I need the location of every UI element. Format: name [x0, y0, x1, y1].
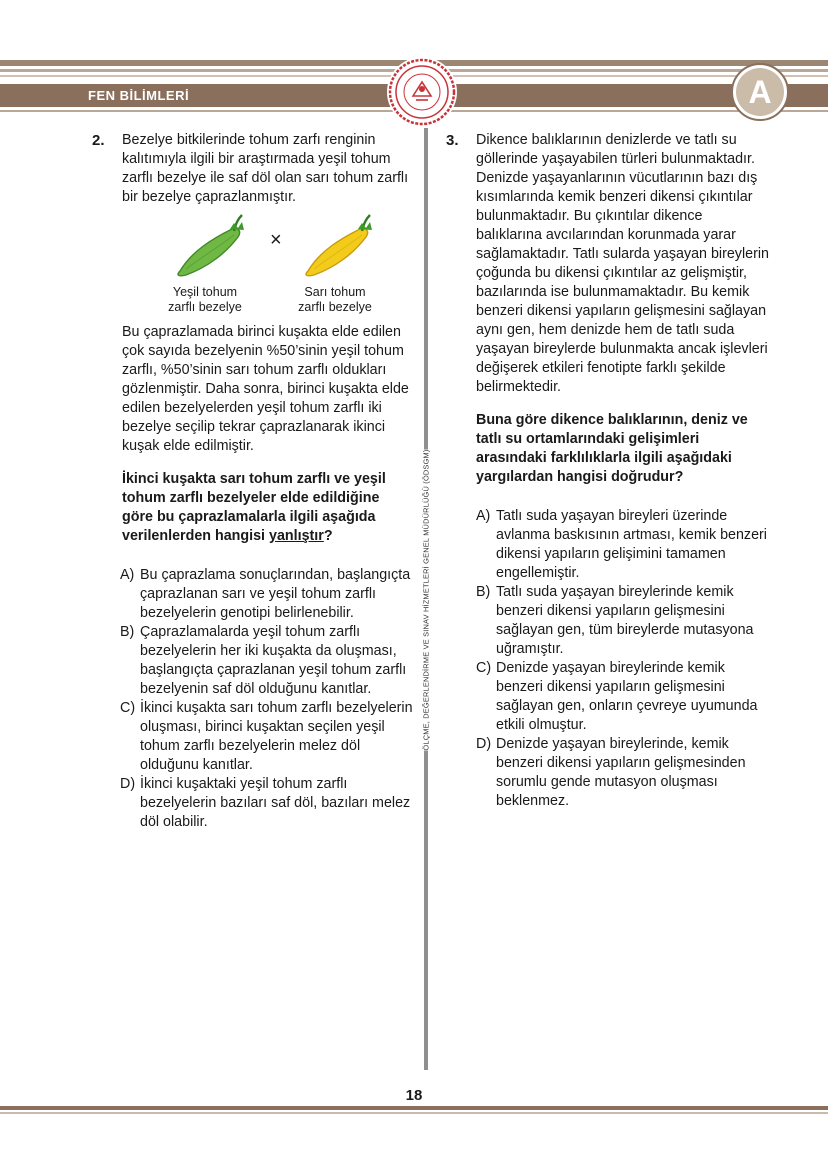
- footer-rule: [0, 1106, 828, 1110]
- question-number: 2.: [92, 132, 105, 149]
- page-number: 18: [405, 1087, 423, 1104]
- yellow-pea-caption: Sarı tohum zarflı bezelye: [298, 285, 372, 314]
- option-b[interactable]: B) Çaprazlamalarda yeşil tohum zarflı bezelyelerin her iki kuşakta da oluşması, başlangıçta çaprazlanan yeşil tohum zarflı bezelyenin saf döl olduğunu kanıtlar.: [120, 624, 407, 697]
- booklet-type-badge: [730, 62, 790, 122]
- cross-symbol: ×: [270, 229, 282, 251]
- option-d[interactable]: D) Denizde yaşayan bireylerinde, kemik benzeri dikensi yapıların gelişmesinden sorumlu gende mutasyon oluşması beklenmez.: [476, 736, 746, 809]
- yellow-pea-pod-icon: [300, 211, 380, 277]
- ministry-seal-icon: [386, 56, 458, 128]
- question-2: [92, 131, 414, 832]
- question-number: 3.: [446, 132, 459, 149]
- option-a[interactable]: A) Tatlı suda yaşayan bireyleri üzerinde avlanma baskısının artması, kemik benzeri dikensi yapıların gelişimini tamamen engellemiştir.: [476, 508, 767, 581]
- option-b[interactable]: B) Tatlı suda yaşayan bireylerinde kemik benzeri dikensi yapıların gelişmesini sağlayan gen, tüm bireylerde mutasyona uğramıştır.: [476, 584, 754, 657]
- option-a[interactable]: A) Bu çaprazlama sonuçlarından, başlangıçta çaprazlanan sarı ve yeşil tohum zarflı bezelyelerin genotipi belirlenebilir.: [120, 567, 411, 621]
- underlined-keyword: yanlıştır: [269, 528, 324, 544]
- option-c[interactable]: C) Denizde yaşayan bireylerinde kemik benzeri dikensi yapıların gelişmesini sağlayan gen, onların çevreye uyumunda etkili olmuştur.: [476, 660, 758, 733]
- answer-options: [476, 507, 772, 811]
- green-pea-caption: Yeşil tohum zarflı bezelye: [168, 285, 242, 314]
- green-pea-pod-icon: [172, 211, 252, 277]
- booklet-letter: A: [748, 74, 772, 110]
- question-3: [446, 131, 772, 811]
- answer-options: [122, 566, 414, 832]
- question-text: Bu çaprazlamada birinci kuşakta elde edilen çok sayıda bezelyenin %50’sinin yeşil tohum zarflı, %50’sinin sarı tohum zarflı oldukları gözlenmiştir. Daha sonra, birinci kuşakta elde edilen bezelyelerden yeşil tohum zarflı iki bezelye seçilip tekrar çaprazlanarak ikinci kuşak elde edilmiştir.: [122, 324, 409, 454]
- option-d[interactable]: D) İkinci kuşaktaki yeşil tohum zarflı bezelyelerin bazıları saf döl, bazıları melez döl olabilir.: [120, 776, 411, 830]
- question-intro: Dikence balıklarının denizlerde ve tatlı su göllerinde yaşayabilen türleri bulunmaktadır. Denizde yaşayanlarının vücutlarının bazı dış kısımlarında kemik benzeri dikensi çıkıntılar bulunmaktadır. Bu çıkıntılar dikence balıklarına avcılarından korunmada yarar sağlamaktadır. Tatlı sularda yaşayan bireylerin çoğunda bu dikensi çıkıntılar az gelişmiştir, bazılarında ise bulunmamaktadır. Bu kemik benzeri dikensi yapıların gelişmesini sağlayan aynı gen, hem denizde hem de tatlı suda yaşayan bireylerde bulunmakta ancak işlevleri değişerek etkileri fenotipte farklı şekilde belirmektedir.: [476, 132, 769, 395]
- question-stem: Buna göre dikence balıklarının, deniz ve tatlı su ortamlarındaki gelişimleri arasındaki farklılıklarla ilgili aşağıdaki yargılardan hangisi doğrudur?: [476, 412, 748, 485]
- question-intro: Bezelye bitkilerinde tohum zarfı renginin kalıtımıyla ilgili bir araştırmada yeşil tohum zarflı bezelye ile saf döl olan sarı tohum zarflı bir bezelye çaprazlanmıştır.: [122, 132, 409, 205]
- subject-title: FEN BİLİMLERİ: [88, 88, 190, 103]
- question-stem: İkinci kuşakta sarı tohum zarflı ve yeşil tohum zarflı bezelyeler elde edildiğine göre bu çaprazlamalarla ilgili aşağıda verilenlerden hangisi yanlıştır?: [122, 471, 386, 544]
- option-c[interactable]: C) İkinci kuşakta sarı tohum zarflı bezelyelerin oluşması, birinci kuşaktan seçilen yeşil tohum zarflı bezelyelerin melez döl olduğunu kanıtlar.: [120, 700, 413, 773]
- pea-figure: [122, 211, 414, 323]
